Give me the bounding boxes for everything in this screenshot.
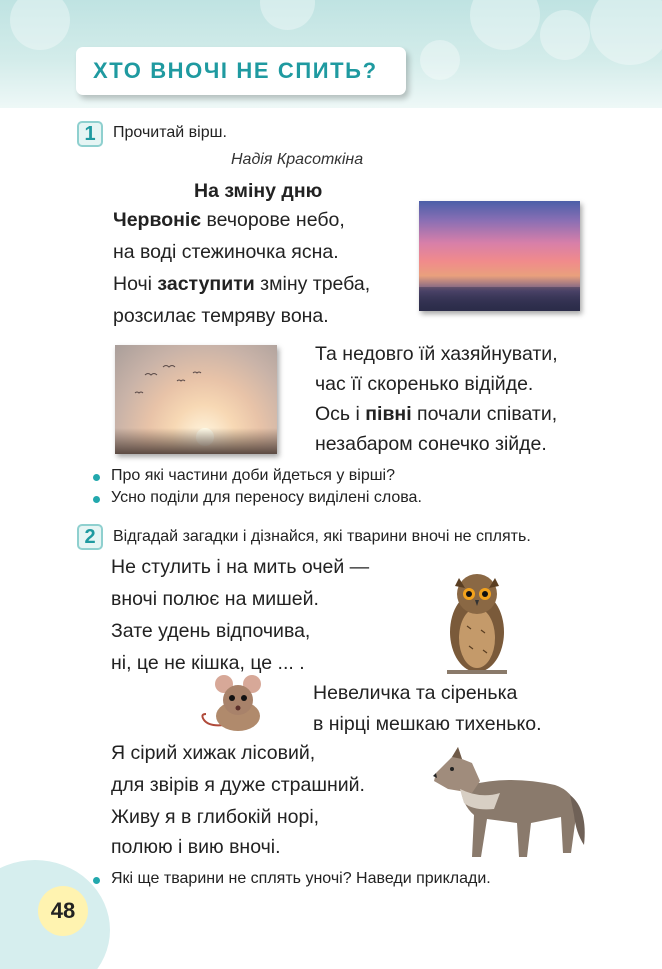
riddle-line: ні, це не кішка, це ... . xyxy=(111,652,305,674)
page-number: 48 xyxy=(38,886,88,936)
poem-line: Та недовго їй хазяйнувати, xyxy=(315,343,558,365)
question-2: Усно поділи для переносу виділені слова. xyxy=(111,489,422,506)
riddle-line: полюю і вию вночі. xyxy=(111,836,281,858)
task-number-2: 2 xyxy=(77,524,103,550)
question-1: Про які частини доби йдеться у вірші? xyxy=(111,467,396,484)
riddle-line: Зате удень відпочива, xyxy=(111,620,311,642)
owl-picture xyxy=(437,566,517,678)
poem-line: час її скоренько відійде. xyxy=(315,373,534,395)
question-3: Які ще тварини не сплять уночі? Наведи приклади. xyxy=(111,870,491,887)
task-number-1: 1 xyxy=(77,121,103,147)
riddle-line: для звірів я дуже страшний. xyxy=(111,774,365,796)
riddle-line: в нірці мешкаю тихенько. xyxy=(313,713,542,735)
page-title: ХТО ВНОЧІ НЕ СПИТЬ? xyxy=(93,58,378,83)
bullet-icon xyxy=(93,877,100,884)
riddle-line: вночі полює на мишей. xyxy=(111,588,319,610)
riddle-line: Не стулить і на мить очей — xyxy=(111,556,370,578)
poem-author: Надія Красоткіна xyxy=(231,151,364,168)
page-title-box xyxy=(76,47,406,95)
wolf-picture xyxy=(430,745,595,863)
poem-line: Ось і півні почали співати, xyxy=(315,403,558,425)
poem-line: розсилає темряву вона. xyxy=(113,305,329,327)
sunrise-photo xyxy=(115,345,277,454)
poem-line: Червоніє вечорове небо, xyxy=(113,209,345,231)
task2-instruction: Відгадай загадки і дізнайся, які тварини вночі не сплять. xyxy=(113,528,531,545)
poem-title: На зміну дню xyxy=(194,180,323,202)
poem-line: на воді стежиночка ясна. xyxy=(113,241,339,263)
poem-line: Ночі заступити зміну треба, xyxy=(113,273,371,295)
riddle-line: Я сірий хижак лісовий, xyxy=(111,742,316,764)
bullet-icon xyxy=(93,474,100,481)
riddle-line: Живу я в глибокій норі, xyxy=(111,806,320,828)
task1-instruction: Прочитай вірш. xyxy=(113,124,227,141)
mouse-picture xyxy=(200,670,268,738)
bullet-icon xyxy=(93,496,100,503)
birds-graphic xyxy=(115,345,277,454)
sunset-photo xyxy=(419,201,580,311)
riddle-line: Невеличка та сіренька xyxy=(313,682,518,704)
poem-line: незабаром сонечко зійде. xyxy=(315,433,547,455)
